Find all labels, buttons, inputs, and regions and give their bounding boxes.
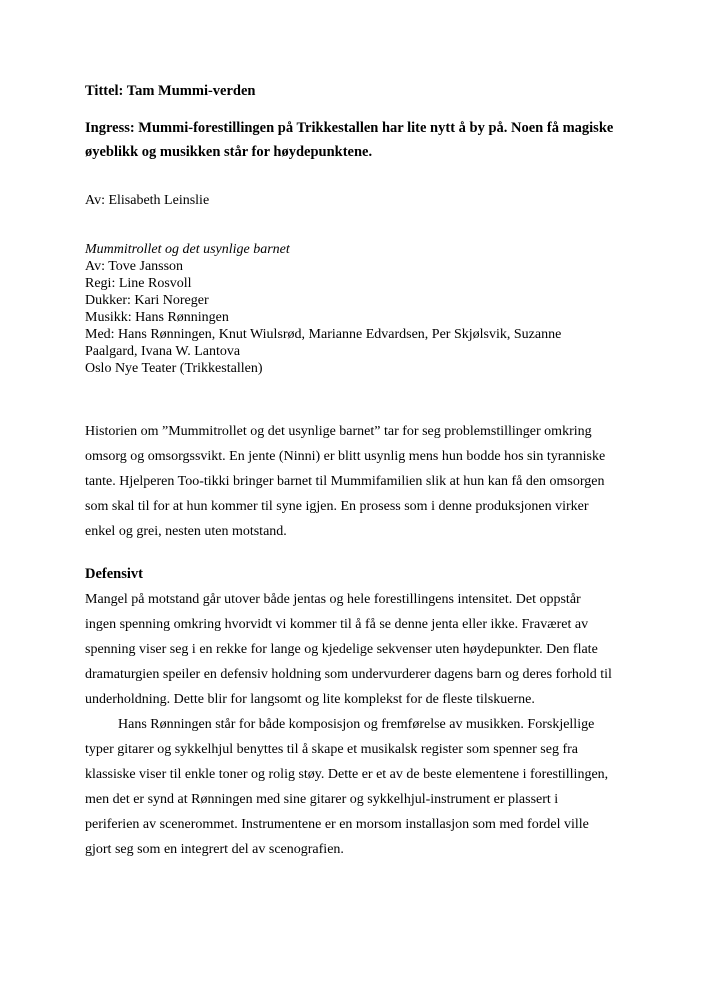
text-line: dramaturgien speiler en defensiv holdning som undervurderer dagens barn og deres forhold til	[85, 667, 612, 682]
text-line: gjort seg som en integrert del av scenografien.	[85, 842, 344, 857]
text-line: Med: Hans Rønningen, Knut Wiulsrød, Marianne Edvardsen, Per Skjølsvik, Suzanne	[85, 327, 562, 342]
text-line: Mangel på motstand går utover både jentas og hele forestillingens intensitet. Det oppstår	[85, 592, 581, 607]
text-line: Hans Rønningen står for både komposisjon og fremførelse av musikken. Forskjellige	[118, 717, 595, 732]
text-line: ingen spenning omkring hvorvidt vi kommer til å få se denne jenta eller ikke. Fraværet av	[85, 617, 589, 632]
text-line: typer gitarer og sykkelhjul benyttes til å skape et musikalsk register som spenner seg fra	[85, 742, 578, 757]
credits-block	[85, 241, 647, 377]
play-title: Mummitrollet og det usynlige barnet	[85, 242, 290, 257]
text-line: omsorg og omsorgssvikt. En jente (Ninni) er blitt usynlig mens hun bodde hos sin tyranniske	[85, 449, 606, 464]
credits-lines	[85, 258, 647, 377]
text-line: Historien om ”Mummitrollet og det usynlige barnet” tar for seg problemstillinger omkring	[85, 424, 592, 439]
section-heading-defensivt: Defensivt	[85, 566, 143, 582]
text-line: klassiske viser til enkle toner og rolig støy. Dette er et av de beste elementene i forestillingen,	[85, 767, 609, 782]
text-line: Ingress: Mummi-forestillingen på Trikkestallen har lite nytt å by på. Noen få magiske	[85, 120, 614, 136]
text-line: øyeblikk og musikken står for høydepunktene.	[85, 144, 373, 160]
text-line: Dukker: Kari Noreger	[85, 293, 209, 308]
text-line: Regi: Line Rosvoll	[85, 276, 192, 291]
text-line: Paalgard, Ivana W. Lantova	[85, 344, 241, 359]
paragraph-defensivt	[85, 587, 647, 712]
text-line: tante. Hjelperen Too-tikki bringer barnet til Mummifamilien slik at hun kan få den omsorgen	[85, 474, 605, 489]
text-line: Musikk: Hans Rønningen	[85, 310, 229, 325]
text-line: underholdning. Dette blir for langsomt og lite komplekst for de fleste tilskuerne.	[85, 692, 535, 707]
text-line: Av: Tove Jansson	[85, 259, 184, 274]
text-line: Oslo Nye Teater (Trikkestallen)	[85, 361, 263, 376]
text-line: som skal til for at hun kommer til syne igjen. En prosess som i denne produksjonen virker	[85, 499, 589, 514]
text-line: enkel og grei, nesten uten motstand.	[85, 524, 287, 539]
text-line: men det er synd at Rønningen med sine gitarer og sykkelhjul-instrument er plassert i	[85, 792, 559, 807]
byline: Av: Elisabeth Leinslie	[85, 193, 210, 208]
paragraph-music	[85, 712, 647, 862]
paragraph-intro	[85, 419, 647, 544]
article-ingress	[85, 116, 647, 164]
text-line: spenning viser seg i en rekke for lange og kjedelige sekvenser uten høydepunkter. Den flate	[85, 642, 598, 657]
article-title-line: Tittel: Tam Mummi-verden	[85, 83, 256, 99]
text-line: periferien av scenerommet. Instrumentene er en morsom installasjon som med fordel ville	[85, 817, 589, 832]
